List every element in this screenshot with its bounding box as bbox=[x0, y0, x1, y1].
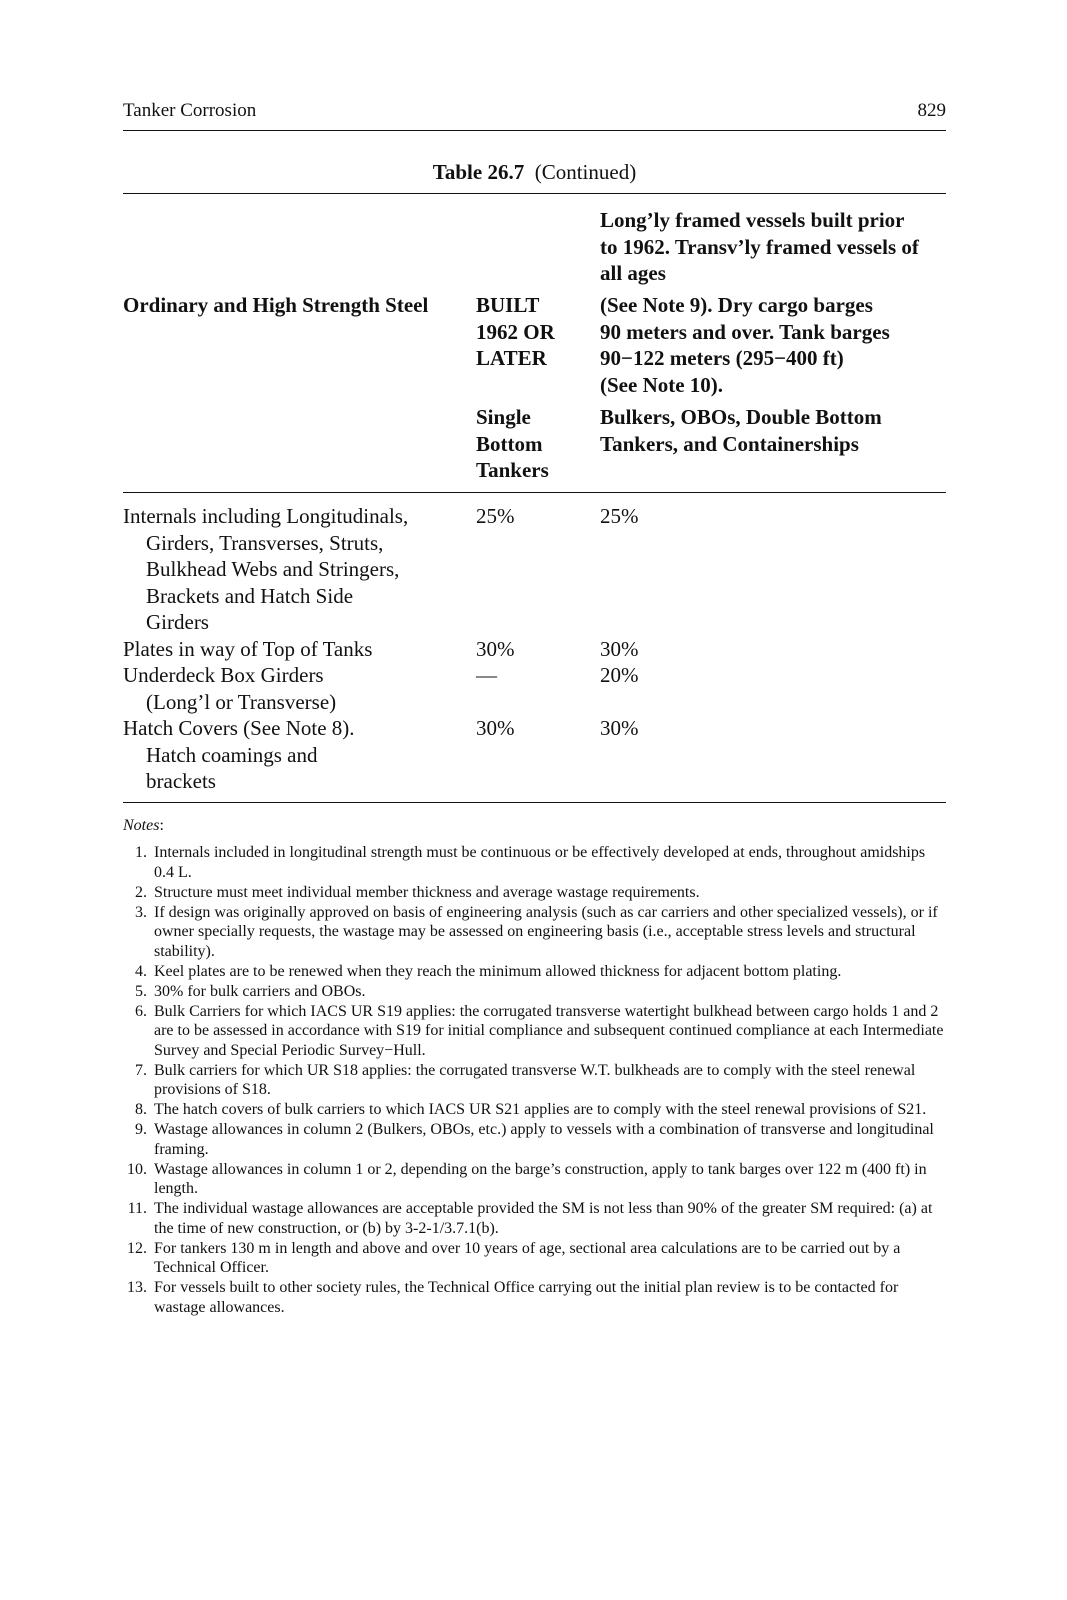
note-item bbox=[123, 1061, 946, 1100]
note-number: 2. bbox=[135, 883, 147, 901]
col1-header-line: 1962 OR bbox=[476, 319, 555, 344]
note-number: 6. bbox=[135, 1002, 147, 1020]
note-item bbox=[123, 1002, 946, 1061]
note-item bbox=[123, 1199, 946, 1238]
table-cell-col2: 25% bbox=[600, 504, 639, 528]
col0-header: Ordinary and High Strength Steel bbox=[123, 293, 429, 317]
table-cell-col2: 30% bbox=[600, 637, 639, 661]
note-number: 3. bbox=[135, 903, 147, 921]
row-label-line: Hatch coamings and bbox=[146, 742, 318, 767]
notes-label bbox=[123, 816, 164, 836]
table-top-rule bbox=[123, 193, 946, 194]
note-text: The hatch covers of bulk carriers to which IACS UR S21 applies are to comply with the steel renewal provisions of S21. bbox=[154, 1101, 927, 1118]
row-label-line: (Long’l or Transverse) bbox=[146, 689, 337, 714]
note-number: 9. bbox=[135, 1121, 147, 1138]
note-number: 13. bbox=[127, 1279, 147, 1296]
note-item bbox=[123, 982, 946, 1002]
table-cell-col1: 30% bbox=[476, 637, 515, 661]
note-text: For vessels built to other society rules, the Technical Office carrying out the initial plan review is to be contacted for wastage allowances. bbox=[154, 1279, 899, 1316]
row-label-line: Girders, Transverses, Struts, bbox=[146, 530, 384, 555]
note-text: 30% for bulk carriers and OBOs. bbox=[154, 982, 366, 1000]
col2-header-note-line: (See Note 10). bbox=[600, 372, 724, 397]
col2-header-note-line: 90 meters and over. Tank barges bbox=[600, 319, 890, 344]
note-item bbox=[123, 1160, 946, 1199]
note-text: Bulk carriers for which UR S18 applies: the corrugated transverse W.T. bulkheads are to comply with the steel renewal provisions of S18. bbox=[154, 1061, 916, 1098]
table-row-label bbox=[123, 662, 336, 715]
col1-header-line: BUILT bbox=[476, 293, 540, 317]
col1-subheader bbox=[476, 404, 549, 484]
header-rule bbox=[123, 130, 946, 131]
table-cell-col1: 30% bbox=[476, 716, 515, 740]
col2-subheader-line: Bulkers, OBOs, Double Bottom bbox=[600, 405, 882, 429]
row-label-line: Girders bbox=[146, 610, 209, 634]
note-text: For tankers 130 m in length and above and over 10 years of age, sectional area calculations are to be carried out by a Technical Officer. bbox=[154, 1239, 901, 1276]
page-number: 829 bbox=[917, 100, 946, 121]
note-number: 5. bbox=[135, 982, 147, 1000]
note-item bbox=[123, 1278, 946, 1317]
notes-list bbox=[123, 843, 946, 1318]
note-item bbox=[123, 1100, 946, 1120]
col2-header-note-line: (See Note 9). Dry cargo barges bbox=[600, 293, 873, 317]
col2-header-note-line: 90−122 meters (295−400 ft) bbox=[600, 346, 844, 370]
note-number: 4. bbox=[135, 962, 147, 980]
note-text: Wastage allowances in column 2 (Bulkers, OBOs, etc.) apply to vessels with a combination of transverse and longitudinal framing. bbox=[154, 1121, 934, 1158]
table-cell-col2: 30% bbox=[600, 716, 639, 740]
col2-subheader-line: Tankers, and Containerships bbox=[600, 431, 859, 456]
row-label-line: Brackets and Hatch Side bbox=[146, 583, 354, 608]
table-header-rule bbox=[123, 492, 946, 493]
row-label-line: Internals including Longitudinals, bbox=[123, 504, 409, 528]
note-number: 8. bbox=[135, 1101, 147, 1118]
note-item bbox=[123, 1239, 946, 1278]
col2-header-line: Long’ly framed vessels built prior bbox=[600, 208, 905, 232]
note-item bbox=[123, 1120, 946, 1159]
table-row-label bbox=[123, 715, 355, 795]
note-number: 1. bbox=[135, 844, 147, 861]
row-label-line: Hatch Covers (See Note 8). bbox=[123, 716, 355, 740]
note-item bbox=[123, 843, 946, 882]
col2-header bbox=[600, 207, 919, 287]
note-text: Keel plates are to be renewed when they reach the minimum allowed thickness for adjacent bottom plating. bbox=[154, 962, 842, 980]
col1-subheader-line: Bottom bbox=[476, 431, 543, 456]
table-cell-col2: 20% bbox=[600, 663, 639, 687]
col2-subheader bbox=[600, 404, 882, 457]
col1-subheader-line: Single bbox=[476, 405, 531, 429]
row-label-line: Plates in way of Top of Tanks bbox=[123, 637, 373, 661]
col1-header-line: LATER bbox=[476, 346, 547, 370]
table-caption-number: Table 26.7 bbox=[432, 160, 525, 184]
notes-label-text: Notes bbox=[123, 817, 160, 834]
note-text: Structure must meet individual member thickness and average wastage requirements. bbox=[154, 883, 700, 901]
running-title: Tanker Corrosion bbox=[123, 100, 257, 121]
col2-header-line: all ages bbox=[600, 261, 666, 285]
row-label-line: Bulkhead Webs and Stringers, bbox=[146, 557, 400, 581]
note-number: 11. bbox=[127, 1200, 147, 1217]
col2-header-line: to 1962. Transv’ly framed vessels of bbox=[600, 234, 919, 259]
note-text: Wastage allowances in column 1 or 2, depending on the barge’s construction, apply to tank barges over 122 m (400 ft) in length. bbox=[154, 1160, 927, 1197]
running-head bbox=[123, 100, 946, 124]
table-row-label bbox=[123, 636, 372, 663]
note-text: Bulk Carriers for which IACS UR S19 applies: the corrugated transverse watertight bulkhead between cargo holds 1 and 2 are to be assessed in accordance with S19 for initial compliance and subsequent continued compliance at each Intermediate Survey and Special Periodic Survey−Hull. bbox=[154, 1002, 944, 1059]
notes-label-colon: : bbox=[159, 817, 164, 834]
table-bottom-rule bbox=[123, 802, 946, 803]
note-text: Internals included in longitudinal strength must be continuous or be effectively developed at ends, throughout amidships 0.4 L. bbox=[154, 844, 926, 881]
row-label-line: brackets bbox=[146, 769, 216, 793]
row-label-line: Underdeck Box Girders bbox=[123, 663, 324, 687]
note-item bbox=[123, 883, 946, 903]
col1-subheader-line: Tankers bbox=[476, 458, 549, 482]
col1-header bbox=[476, 292, 555, 372]
note-item bbox=[123, 962, 946, 982]
note-number: 7. bbox=[135, 1061, 147, 1079]
note-text: If design was originally approved on basis of engineering analysis (such as car carriers and other specialized vessels), or if owner specially requests, the wastage may be assessed on engineering basis (i.e., acceptable stress levels and structural stability). bbox=[154, 903, 938, 960]
note-number: 12. bbox=[127, 1239, 147, 1257]
table-row-label bbox=[123, 503, 408, 636]
note-text: The individual wastage allowances are acceptable provided the SM is not less than 90% of the greater SM required: (a) at the time of new construction, or (b) by 3-2-1/3.7.1(b). bbox=[154, 1200, 933, 1237]
table-caption-continued: (Continued) bbox=[534, 160, 637, 184]
table-cell-col1: 25% bbox=[476, 504, 515, 528]
note-item bbox=[123, 903, 946, 962]
table-caption bbox=[123, 160, 946, 184]
table-cell-col1: — bbox=[476, 663, 497, 687]
col2-header-note bbox=[600, 292, 890, 398]
note-number: 10. bbox=[127, 1160, 147, 1178]
